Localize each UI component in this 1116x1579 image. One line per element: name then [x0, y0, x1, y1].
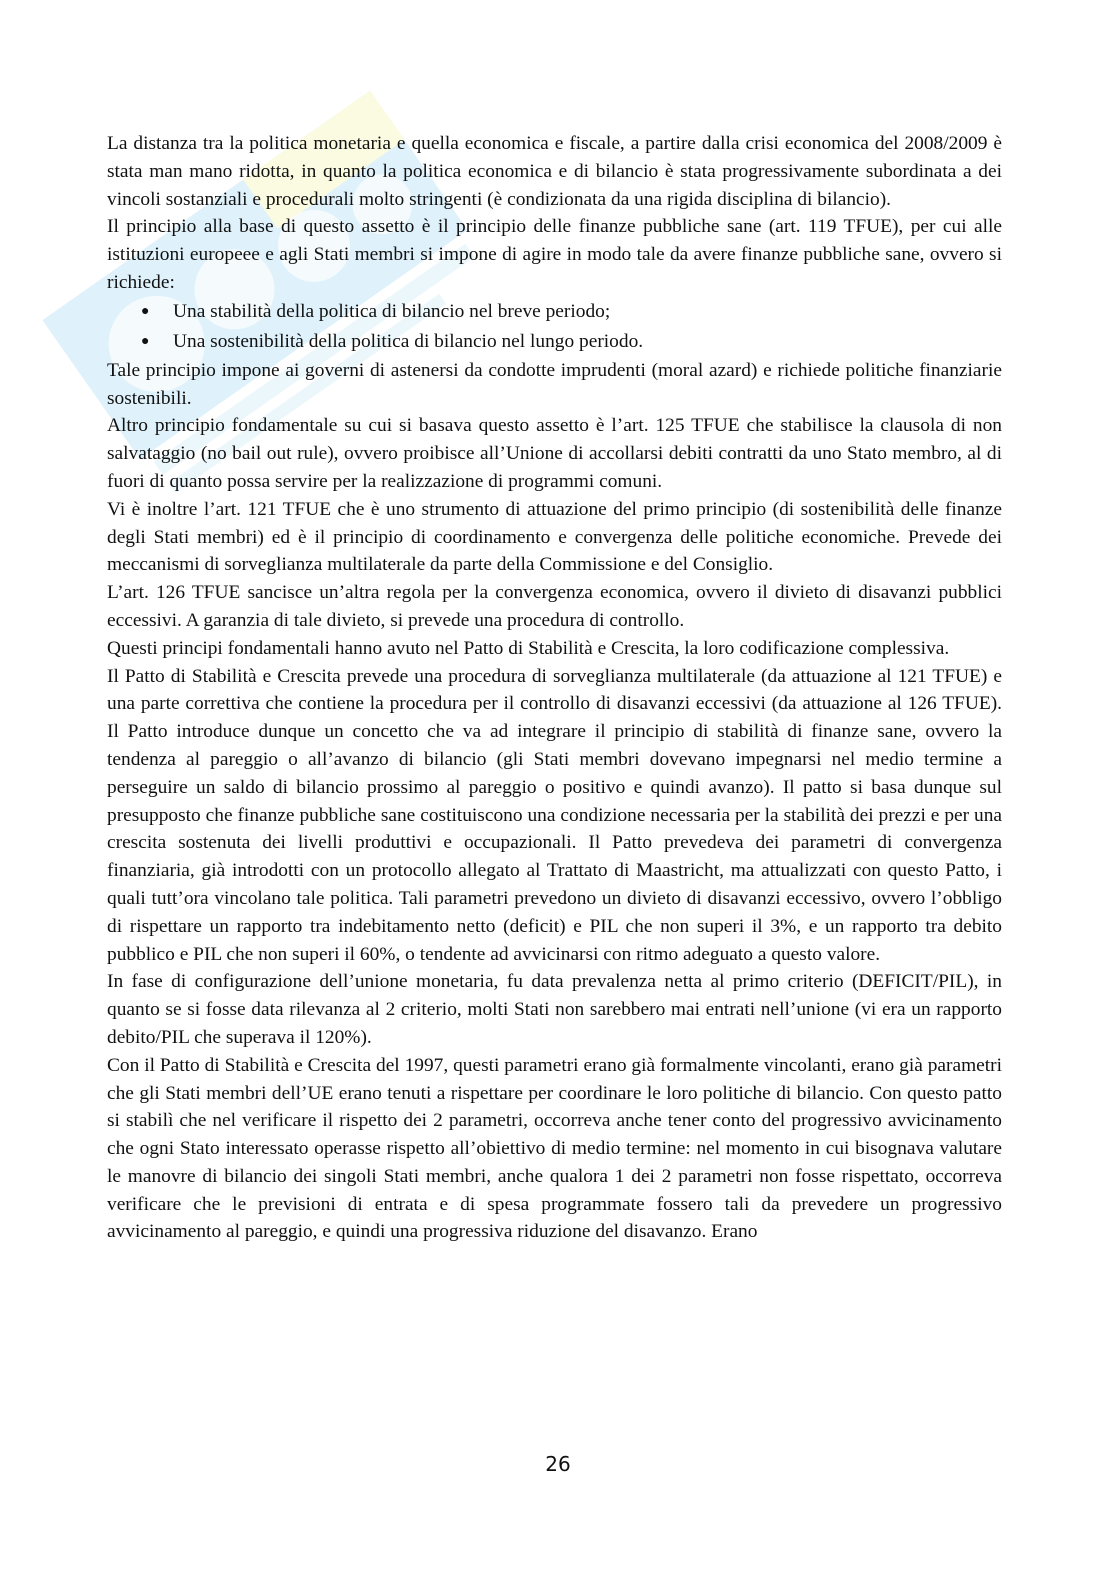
page-number: 26	[545, 1452, 571, 1476]
paragraph: Tale principio impone ai governi di astenersi da condotte imprudenti (moral azard) e richiede politiche finanziarie sostenibili.	[107, 359, 1002, 409]
paragraph: L’art. 126 TFUE sancisce un’altra regola per la convergenza economica, ovvero il divieto di disavanzi pubblici eccessivi. A garanzia di tale divieto, si prevede una procedura di controllo.	[107, 582, 1002, 631]
paragraph: Vi è inoltre l’art. 121 TFUE che è uno strumento di attuazione del primo principio (di sostenibilità delle finanze degli Stati membri) ed è il principio di coordinamento e convergenza delle politiche economiche. Prevede dei meccanismi di sorveglianza multilaterale da parte della Commissione e del Consiglio.	[107, 498, 1002, 576]
paragraph: Il Patto di Stabilità e Crescita prevede una procedura di sorveglianza multilaterale (da attuazione al 121 TFUE) e una parte correttiva che contiene la procedura per il controllo di disavanzi eccessivi (da attuazione al 126 TFUE). Il Patto introduce dunque un concetto che va ad integrare il principio di stabilità di finanze sane, ovvero la tendenza al pareggio o all’avanzo di bilancio (gli Stati membri dovevano impegnarsi nel medio termine a perseguire un saldo di bilancio prossimo al pareggio o positivo e quindi avanzo). Il patto si basa dunque sul presupposto che finanze pubbliche sane costituiscono una condizione necessaria per la stabilità dei prezzi e per una crescita sostenuta dei livelli produttivi e occupazionali. Il Patto prevedeva dei parametri di convergenza finanziaria, già introdotti con un protocollo allegato al Trattato di Maastricht, ma attualizzati con questo Patto, i quali tutt’ora vincolano tale politica. Tali parametri prevedono un divieto di disavanzi eccessivo, ovvero l’obbligo di rispettare un rapporto tra indebitamento netto (deficit) e PIL che non superi il 3%, e un rapporto tra debito pubblico e PIL che non superi il 60%, o tendente ad avvicinarsi con ritmo adeguato a questo valore.	[107, 665, 1002, 965]
paragraph: Altro principio fondamentale su cui si basava questo assetto è l’art. 125 TFUE che stabilisce la clausola di non salvataggio (no bail out rule), ovvero proibisce all’Unione di accollarsi debiti contratti da uno Stato membro, al di fuori di quanto possa servire per la realizzazione di programmi comuni.	[107, 415, 1002, 492]
paragraph: Il principio alla base di questo assetto è il principio delle finanze pubbliche sane (art. 119 TFUE), per cui alle istituzioni europeee e agli Stati membri si impone di agire in modo tale da avere finanze pubbliche sane, ovvero si richiede:	[107, 216, 1002, 293]
bullet-list	[107, 297, 1002, 357]
paragraph: In fase di configurazione dell’unione monetaria, fu data prevalenza netta al primo criterio (DEFICIT/PIL), in quanto se si fosse data rilevanza al 2 criterio, molti Stati non sarebbero mai entrati nell’unione (vi era un rapporto debito/PIL che superava il 120%).	[107, 971, 1002, 1048]
bullet-text: Una sostenibilità della politica di bilancio nel lungo periodo.	[173, 330, 644, 352]
paragraph: La distanza tra la politica monetaria e quella economica e fiscale, a partire dalla crisi economica del 2008/2009 è stata man mano ridotta, in quanto la politica economica e di bilancio è stata progressivamente subordinata a dei vincoli sostanziali e procedurali molto stringenti (è condizionata da una rigida disciplina di bilancio).	[107, 133, 1002, 210]
document-body	[107, 130, 1002, 1246]
bullet-item	[107, 327, 1002, 357]
bullet-icon: ●	[141, 303, 150, 319]
paragraph: Con il Patto di Stabilità e Crescita del 1997, questi parametri erano già formalmente vincolanti, erano già parametri che gli Stati membri dell’UE erano tenuti a rispettare per coordinare le loro politiche di bilancio. Con questo patto si stabilì che nel verificare il rispetto dei 2 parametri, occorreva anche tener conto del progressivo avvicinamento che ogni Stato interessato operasse rispetto all’obiettivo di medio termine: nel momento in cui bisognava valutare le manovre di bilancio dei singoli Stati membri, anche qualora 1 dei 2 parametri non fosse rispettato, occorreva verificare che le previsioni di entrata e di spesa programmate fossero tali da prevedere un progressivo avvicinamento al pareggio, e quindi una progressiva riduzione del disavanzo. Erano	[107, 1054, 1002, 1243]
bullet-item	[107, 297, 1002, 327]
bullet-icon: ●	[141, 333, 150, 349]
bullet-text: Una stabilità della politica di bilancio nel breve periodo;	[173, 300, 611, 322]
paragraph: Questi principi fondamentali hanno avuto nel Patto di Stabilità e Crescita, la loro codificazione complessiva.	[107, 637, 950, 659]
